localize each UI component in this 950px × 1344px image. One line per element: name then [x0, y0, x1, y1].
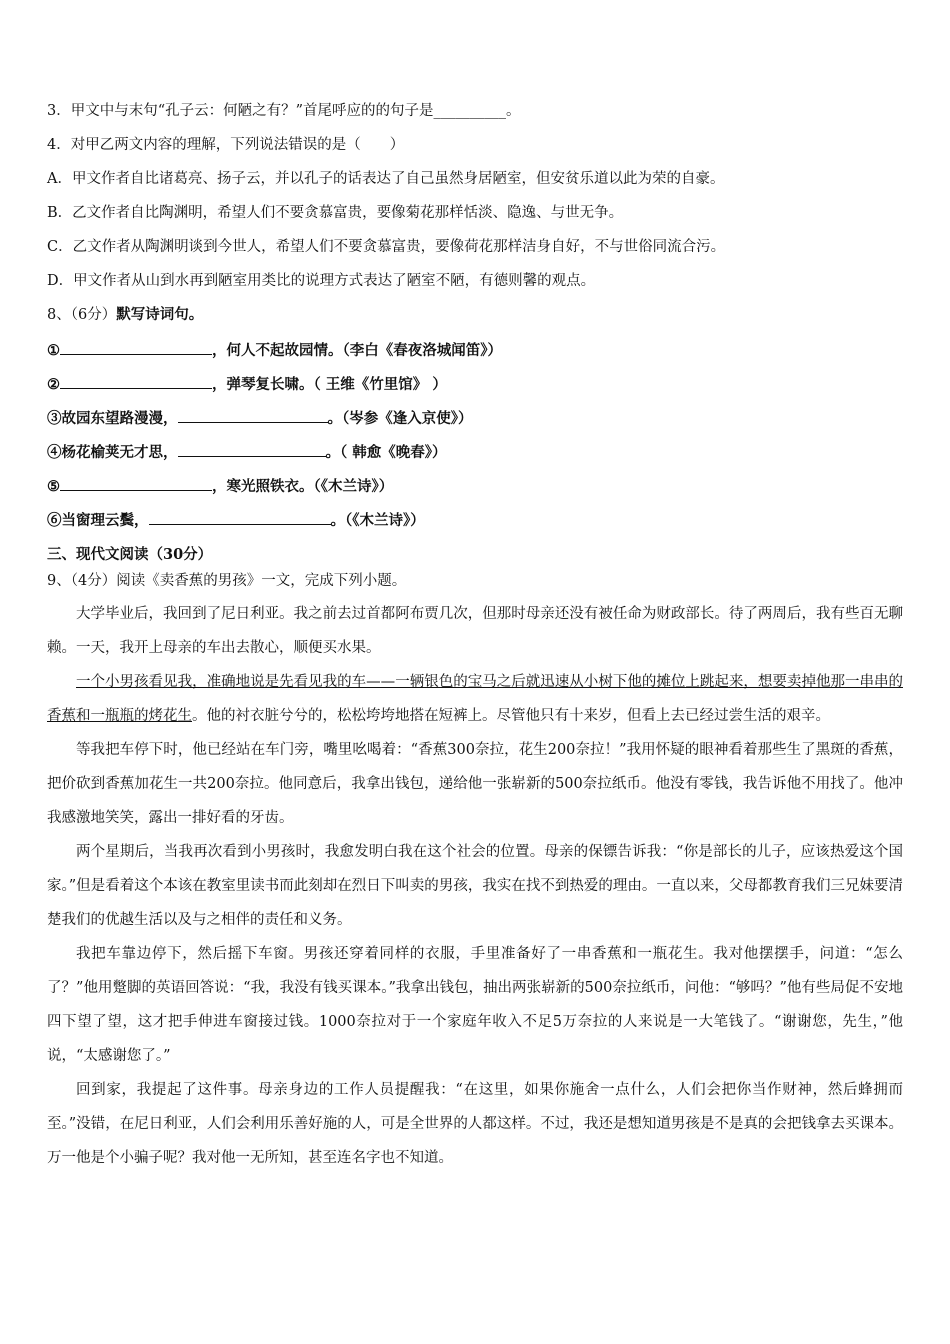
- question-8-number: 8、（6分）: [47, 307, 117, 323]
- poem-item-4: [47, 442, 907, 463]
- answer-blank[interactable]: [60, 374, 212, 389]
- section-3-heading: 三、现代文阅读（30分）: [47, 546, 213, 563]
- question-4-stem: 4．对甲乙两文内容的理解，下列说法错误的是（ ）: [47, 137, 405, 153]
- poem-item-3: [47, 408, 907, 429]
- poem-item-2: [47, 374, 907, 395]
- poem-item-suffix: 。（《木兰诗》）: [330, 512, 425, 529]
- question-8-heading: [47, 305, 907, 325]
- question-4-option-b: B．乙文作者自比陶渊明，希望人们不要贪慕富贵，要像菊花那样恬淡、隐逸、与世无争。: [47, 205, 624, 221]
- poem-item-suffix: 。（岑参《逢入京使》）: [327, 410, 473, 427]
- underlined-sentence: 一个小男孩看见我，准确地说是先看见我的车——一辆银色的宝马之后就迅速从小树下他的摊位上跳起来，想要卖掉他那一串串的香蕉和一瓶瓶的烤花生: [47, 674, 903, 724]
- answer-blank[interactable]: [149, 510, 331, 525]
- answer-blank[interactable]: [60, 476, 212, 491]
- poem-item-prefix: ⑤: [47, 478, 60, 495]
- answer-blank[interactable]: [178, 408, 328, 423]
- poem-item-suffix: ，弹琴复长啸。（ 王维《竹里馆》 ）: [212, 376, 447, 393]
- poem-item-prefix: ①: [47, 342, 60, 359]
- reading-passage: [47, 597, 903, 1175]
- poem-item-prefix: ③故园东望路漫漫，: [47, 410, 178, 427]
- poem-item-suffix: 。（ 韩愈《晚春》）: [325, 444, 447, 461]
- passage-text: 。他的衬衣脏兮兮的，松松垮垮地搭在短裤上。尽管他只有十来岁，但看上去已经过尝生活的艰辛。: [192, 708, 830, 724]
- passage-paragraph-1: 大学毕业后，我回到了尼日利亚。我之前去过首都阿布贾几次，但那时母亲还没有被任命为财政部长。待了两周后，我有些百无聊赖。一天，我开上母亲的车出去散心，顺便买水果。: [47, 606, 903, 656]
- question-4-option-a: A．甲文作者自比诸葛亮、扬子云，并以孔子的话表达了自己虽然身居陋室，但安贫乐道以此为荣的自豪。: [47, 171, 725, 187]
- poem-item-prefix: ④杨花榆荚无才思，: [47, 444, 178, 461]
- poem-item-6: [47, 510, 907, 531]
- poem-item-prefix: ②: [47, 376, 60, 393]
- poem-item-prefix: ⑥当窗理云鬓，: [47, 512, 149, 529]
- poem-item-5: [47, 476, 907, 497]
- passage-paragraph-3: 等我把车停下时，他已经站在车门旁，嘴里吆喝着：“香蕉300奈拉，花生200奈拉！”我用怀疑的眼神看着那些生了黑斑的香蕉，把价砍到香蕉加花生一共200奈拉。他同意后，我拿出钱包，递给他一张崭新的500奈拉纸币。他没有零钱，我告诉他不用找了。他冲我感激地笑笑，露出一排好看的牙齿。: [47, 742, 903, 826]
- poem-item-suffix: ，何人不起故园情。（李白《春夜洛城闻笛》）: [212, 342, 502, 359]
- answer-blank[interactable]: [178, 442, 326, 457]
- poem-item-1: [47, 340, 907, 361]
- passage-paragraph-2: [47, 665, 903, 733]
- question-9: 9、（4分）阅读《卖香蕉的男孩》一文，完成下列小题。: [47, 573, 407, 589]
- poem-item-suffix: ，寒光照铁衣。（《木兰诗》）: [212, 478, 394, 495]
- question-8-title: 默写诗词句。: [116, 306, 204, 323]
- question-3: 3．甲文中与末句“孔子云：何陋之有？”首尾呼应的的句子是__________。: [47, 103, 521, 119]
- answer-blank[interactable]: [60, 340, 212, 355]
- passage-paragraph-5: 我把车靠边停下，然后摇下车窗。男孩还穿着同样的衣服，手里准备好了一串香蕉和一瓶花生。我对他摆摆手，问道：“怎么了？”他用蹩脚的英语回答说：“我，我没有钱买课本。”我拿出钱包，抽出两张崭新的500奈拉纸币，问他：“够吗？”他有些局促不安地四下望了望，这才把手伸进车窗接过钱。1000奈拉对于一个家庭年收入不足5万奈拉的人来说是一大笔钱了。“谢谢您，先生，”他说，“太感谢您了。”: [47, 946, 903, 1064]
- question-4-option-d: D．甲文作者从山到水再到陋室用类比的说理方式表达了陋室不陋，有德则馨的观点。: [47, 273, 596, 289]
- passage-paragraph-6: 回到家，我提起了这件事。母亲身边的工作人员提醒我：“在这里，如果你施舍一点什么，人们会把你当作财神，然后蜂拥而至。”没错，在尼日利亚，人们会利用乐善好施的人，可是全世界的人都这样。不过，我还是想知道男孩是不是真的会把钱拿去买课本。万一他是个小骗子呢？我对他一无所知，甚至连名字也不知道。: [47, 1082, 903, 1166]
- question-4-option-c: C．乙文作者从陶渊明谈到今世人，希望人们不要贪慕富贵，要像荷花那样洁身自好，不与世俗同流合污。: [47, 239, 726, 255]
- passage-paragraph-4: 两个星期后，当我再次看到小男孩时，我愈发明白我在这个社会的位置。母亲的保镖告诉我：“你是部长的儿子，应该热爱这个国家。”但是看着这个本该在教室里读书而此刻却在烈日下叫卖的男孩，我实在找不到热爱的理由。一直以来，父母都教育我们三兄妹要清楚我们的优越生活以及与之相伴的责任和义务。: [47, 844, 903, 928]
